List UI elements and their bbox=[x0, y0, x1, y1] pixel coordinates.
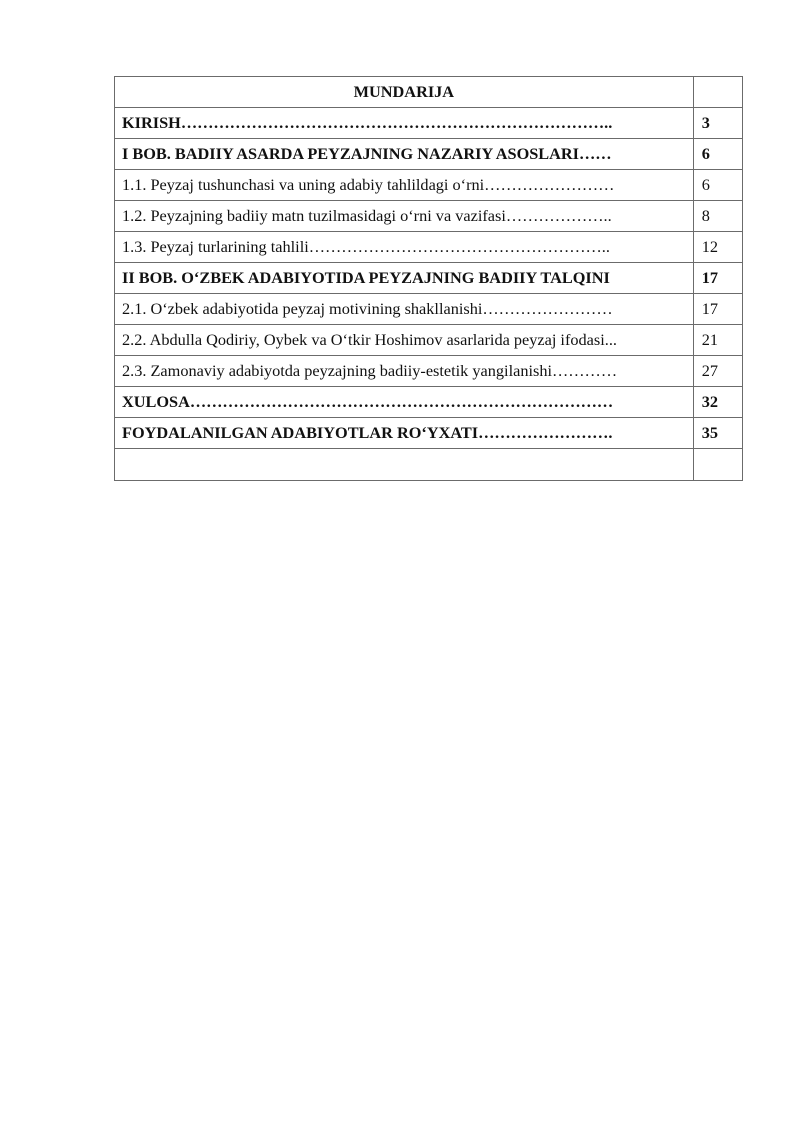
toc-entry-page: 17 bbox=[693, 294, 742, 325]
toc-heading-page-cell bbox=[693, 77, 742, 108]
toc-entry-page: 6 bbox=[693, 170, 742, 201]
toc-entry-title: 1.1. Peyzaj tushunchasi va uning adabiy tahlildagi o‘rni…………………… bbox=[115, 170, 694, 201]
toc-entry-title: II BOB. O‘ZBEK ADABIYOTIDA PEYZAJNING BADIIY TALQINI bbox=[115, 263, 694, 294]
toc-empty-page-cell bbox=[693, 449, 742, 481]
toc-entry-title: 1.3. Peyzaj turlarining tahlili……………………………………………….. bbox=[115, 232, 694, 263]
toc-heading-row bbox=[115, 77, 743, 108]
toc-entry-title: 2.3. Zamonaviy adabiyotda peyzajning badiiy-estetik yangilanishi………… bbox=[115, 356, 694, 387]
toc-entry-page: 8 bbox=[693, 201, 742, 232]
toc-entry-page: 27 bbox=[693, 356, 742, 387]
toc-entry-title: 1.2. Peyzajning badiiy matn tuzilmasidagi o‘rni va vazifasi……………….. bbox=[115, 201, 694, 232]
toc-row bbox=[115, 356, 743, 387]
toc-entry-page: 3 bbox=[693, 108, 742, 139]
toc-row bbox=[115, 418, 743, 449]
toc-row bbox=[115, 263, 743, 294]
toc-entry-title: KIRISH…………………………………………………………………….. bbox=[115, 108, 694, 139]
toc-row bbox=[115, 232, 743, 263]
toc-empty-row bbox=[115, 449, 743, 481]
toc-entry-title: FOYDALANILGAN ADABIYOTLAR RO‘YXATI……………………. bbox=[115, 418, 694, 449]
toc-entry-title: 2.1. O‘zbek adabiyotida peyzaj motivining shakllanishi…………………… bbox=[115, 294, 694, 325]
toc-entry-page: 21 bbox=[693, 325, 742, 356]
toc-row bbox=[115, 201, 743, 232]
table-of-contents bbox=[114, 76, 743, 481]
toc-row bbox=[115, 387, 743, 418]
toc-heading: MUNDARIJA bbox=[115, 77, 694, 108]
toc-row bbox=[115, 325, 743, 356]
toc-entry-page: 17 bbox=[693, 263, 742, 294]
toc-entry-page: 12 bbox=[693, 232, 742, 263]
toc-empty-cell bbox=[115, 449, 694, 481]
toc-entry-title: XULOSA…………………………………………………………………… bbox=[115, 387, 694, 418]
toc-entry-page: 6 bbox=[693, 139, 742, 170]
toc-row bbox=[115, 170, 743, 201]
toc-row bbox=[115, 294, 743, 325]
toc-row bbox=[115, 108, 743, 139]
toc-entry-title: I BOB. BADIIY ASARDA PEYZAJNING NAZARIY ASOSLARI…… bbox=[115, 139, 694, 170]
toc-entry-page: 32 bbox=[693, 387, 742, 418]
toc-entry-page: 35 bbox=[693, 418, 742, 449]
toc-row bbox=[115, 139, 743, 170]
toc-entry-title: 2.2. Abdulla Qodiriy, Oybek va O‘tkir Hoshimov asarlarida peyzaj ifodasi... bbox=[115, 325, 694, 356]
